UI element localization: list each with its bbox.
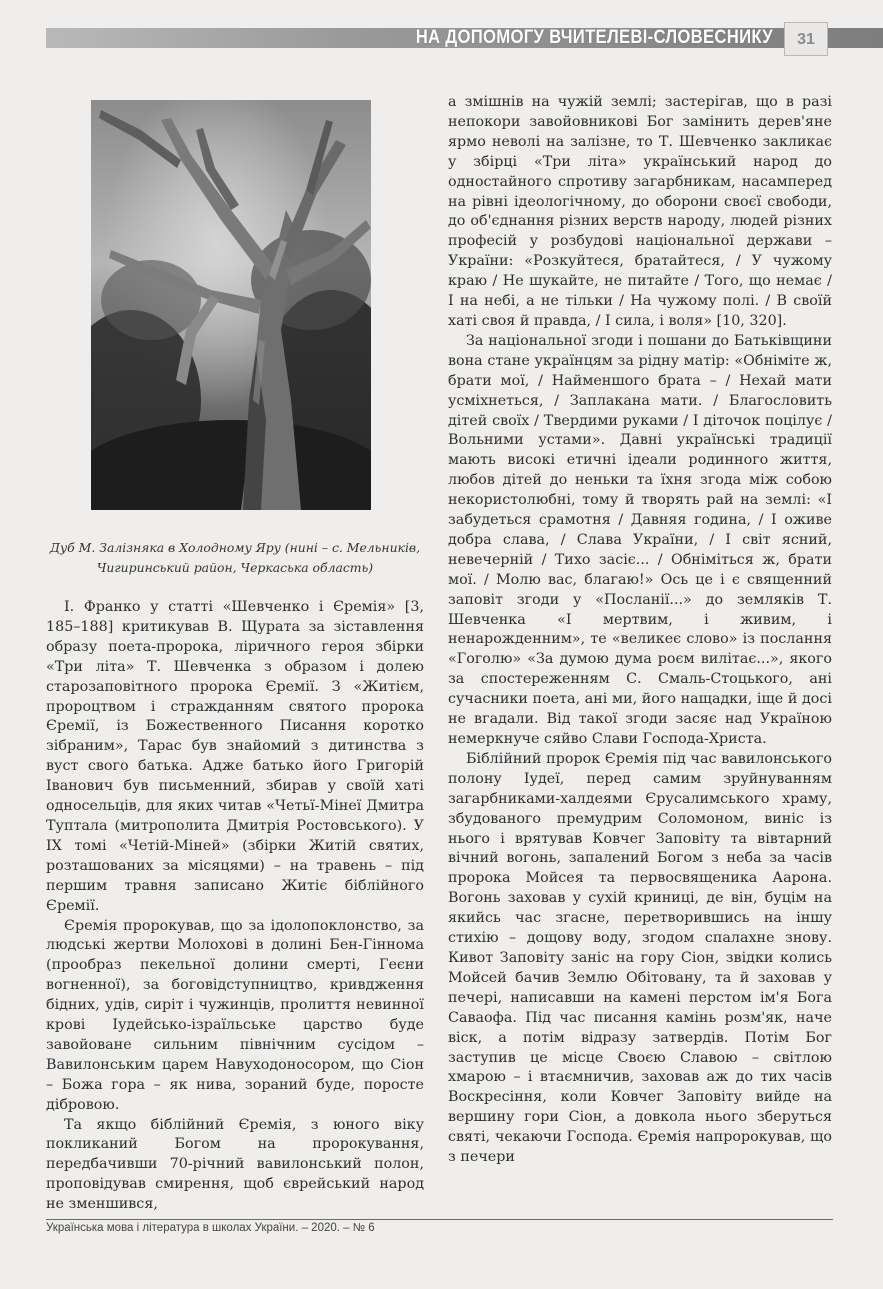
paragraph: За національної згоди і пошани до Батьківщини вона стане українцям за рідну матір: «Обніміте ж, брати мої, / Найменшого брата – / Нехай мати усміхнеться, / Заплакана мати. / Благословить дітей своїх / Твердими руками / І діточок поцілує / Вольними устами». Давні українські традиції мають високі етичні ідеали родинного життя, любов дітей до неньки та їхня згода між собою некористолюбні, тому й творять рай на землі: «І забудеться срамотня / Давняя година, / І оживе добра слава, / Слава України, / І світ ясний, невечерній / Тихо засіє... / Обніміться ж, брати мої. / Молю вас, благаю!» Ось це і є священний заповіт згоди у «Посланії...» до земляків Т. Шевченка «І мертвим, і живим, і ненарожденним», те «великеє слово» із послання «Гоголю» «За думою дума роєм вилітає...», якого за спостереженням С. Смаль-Стоцького, ані сучасники поета, ані ми, його нащадки, іще й досі не вгадали. Від такої згоди засяє над Україною немеркнуче сяйво Слави Господа-Христа. xyxy=(448,332,832,747)
paragraph: а змішнів на чужій землі; застерігав, що в разі непокори завойовникові Бог замінить дерев'яне ярмо неволі на залізне, то Т. Шевченко закликає у збірці «Три літа» український народ до одностайного спротиву загарбникам, насамперед на рівні ідеологічному, до оборони своєї свободи, до об'єднання різних верств народу, людей різних професій у розбудові національної держави – України: «Розкуйтеся, братайтеся, / У чужому краю / Не шукайте, не питайте / Того, що немає / І на небі, а не тільки / На чужому полі. / В своїй хаті своя й правда, / І сила, і воля» [10, 320]. xyxy=(448,94,832,329)
paragraph: І. Франко у статті «Шевченко і Єремія» [3, 185–188] критикував В. Щурата за зіставлення образу поета-пророка, ліричного героя збірки «Три літа» Т. Шевченка з образом і долею старозаповітного пророка Єремії. З «Житієм, пророцтвом і стражданням святого пророка Єремії, із Божественного Писання коротко зібраним», Тарас був знайомий з дитинства з вуст свого батька. Адже батько його Григорій Іванович був письменний, збирав у своїй хаті односельців, для яких читав «Четьї-Мінеї Дмитра Туптала (митрополита Дмитрія Ростовського). У ІХ томі «Четій-Міней» (збірки Житій святих, розташованих за місяцями) – на травень – під першим травня записано Житіє біблійного Єремії. xyxy=(46,599,424,914)
paragraph: Та якщо біблійний Єремія, з юного віку покликаний Богом на пророкування, передбачивши 70-річний вавилонський полон, проповідував смирення, щоб єврейський народ не зменшився, xyxy=(46,1116,424,1213)
page-number: 31 xyxy=(784,22,828,56)
paragraph: Біблійний пророк Єремія під час вавилонського полону Іудеї, перед самим зруйнуванням загарбниками-халдеями Єрусалимського храму, збудованого премудрим Соломоном, виніс із нього і врятував Ковчег Заповіту та вівтарний вічний вогонь, запалений Богом з неба за часів пророка Мойсея та первосвященика Аарона. Вогонь заховав у сухій криниці, де він, буцім на якийсь час згасне, перетворившись на іншу стихію – дощову воду, згодом спалахне знову. Кивот Заповіту заніс на гору Сіон, звідки колись Мойсей бачив Землю Обітовану, та й заховав у печері, написавши на камені перстом ім'я Бога Саваофа. Під час писання камінь розм'як, наче віск, а потім відразу затвердів. Потім Бог заступив це місце Своєю Славою – світлою хмарою – і втаємничив, заховав аж до тих часів Воскресіння, коли Ковчег Заповіту вийде на вершину гори Сіон, а довкола нього зберуться святі, чекаючи Господа. Єремія напророкував, що з печери xyxy=(448,750,832,1166)
figure-caption: Дуб М. Залізняка в Холодному Яру (нині – с. Мельників, Чигиринський район, Черкаська область) xyxy=(49,540,421,575)
oak-tree-illustration xyxy=(91,100,371,510)
oak-tree-photo xyxy=(91,100,371,510)
left-column xyxy=(46,598,424,1215)
section-title: НА ДОПОМОГУ ВЧИТЕЛЕВІ-СЛОВЕСНИКУ xyxy=(415,27,773,48)
footer-rule xyxy=(46,1219,833,1220)
journal-footer: Українська мова і література в школах України. – 2020. – № 6 xyxy=(46,1222,375,1234)
paragraph: Єремія пророкував, що за ідолопоклонство, за людські жертви Молохові в долині Бен-Гіннома (прообраз пекельної долини смерті, Геєни вогненної), за боговідступництво, кривдження бідних, удів, сиріт і чужинців, пролиття невинної крові Іудейсько-ізраїльське царство буде завойоване сильним північним сусідом – Вавилонським царем Навуходоносором, що Сіон – Божа гора – як нива, зораний буде, поросте дібровою. xyxy=(46,917,424,1113)
right-column xyxy=(448,93,832,1168)
